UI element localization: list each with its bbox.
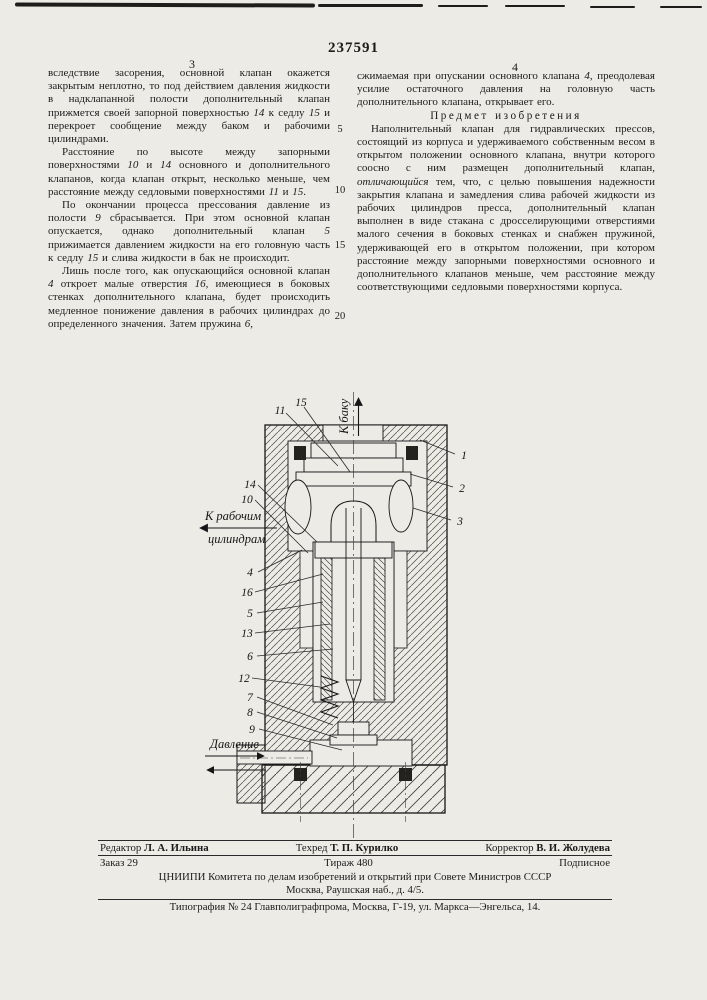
- cup-wall: [321, 558, 332, 700]
- left-text-column: [48, 67, 330, 331]
- figure-callout-7: 7: [247, 692, 253, 704]
- to-cylinders-label-line1: К рабочим: [205, 509, 262, 523]
- seal-ring: [294, 446, 306, 460]
- paragraph: вследствие засорения, основной клапан окажется закрытым неплотно, то под действием давления жидкости в надклапанной полости дополнительный клапан прижмется своей запорной поверхностью 14 к седлу 15 и перекроет сообщение между баком и рабочими цилиндрами.: [48, 67, 331, 146]
- footer-staff-row: [98, 841, 612, 855]
- figure-callout-11: 11: [274, 405, 286, 417]
- print-run: Тираж 480: [324, 857, 373, 869]
- valve-cross-section-figure: [180, 390, 550, 848]
- figure-callout-15: 15: [295, 397, 307, 409]
- margin-line-number-20: 20: [334, 311, 346, 322]
- flow-channel: [389, 480, 413, 532]
- print-house-line: Типография № 24 Главполиграфпрома, Москва, Г-19, ул. Маркса—Энгельса, 14.: [169, 901, 541, 913]
- figure-callout-9: 9: [249, 724, 255, 736]
- figure-callout-10: 10: [241, 494, 253, 506]
- seal-ring: [406, 446, 418, 460]
- pressure-label: Давление: [210, 737, 259, 751]
- corrector-credit: Корректор В. И. Жолудева: [485, 842, 610, 854]
- right-column-page-number: 4: [512, 60, 518, 74]
- figure-callout-12: 12: [238, 673, 250, 685]
- margin-line-number-10: 10: [334, 185, 346, 196]
- to-cylinders-label-line2: цилиндрам: [208, 532, 266, 546]
- address-line: Москва, Раушская наб., д. 4/5.: [285, 884, 425, 896]
- figure-callout-4: 4: [247, 567, 253, 579]
- cup-wall: [374, 558, 385, 700]
- footer-print-row: [98, 856, 612, 870]
- right-text-column: [357, 70, 655, 294]
- figure-callout-16: 16: [241, 587, 253, 599]
- paragraph: Лишь после того, как опускающийся основной клапан 4 откроет малые отверстия 16, имеющиеся в боковых стенках дополнительного клапана, будет происходить медленное понижение давления в рабочих цилиндрах до определенного значения. Затем пружина 6,: [48, 265, 330, 330]
- figure-callout-5: 5: [247, 608, 253, 620]
- editor-credit: Редактор Л. А. Ильина: [100, 842, 209, 854]
- to-tank-label: К баку: [337, 398, 351, 434]
- paragraph: Расстояние по высоте между запорными поверхностями 10 и 14 основного и дополнительного клапанов, когда клапан открыт, несколько меньше, чем расстояние между седловыми поверхностями 11 и 15.: [48, 146, 331, 198]
- claim-paragraph: Наполнительный клапан для гидравлических прессов, состоящий из корпуса и удерживаемого собственным весом в открытом положении основного клапана, внутри которого соосно с ним размещен дополнительный клапан, отличающийся тем, что, с целью повышения надежности закрытия клапана и замедления слива рабочей жидкости из рабочих цилиндров пресса, дополнительный клапан выполнен в виде стакана с дросселирующими отверстиями малого сечения в боковых стенках и снабжен пружиной, удерживающей его в открытом положении, при котором расстояние между запорными поверхностями основного и дополнительного клапанов меньше, чем расстояние между соответствующими седловыми поверхностями корпуса.: [357, 122, 655, 294]
- figure-callout-1: 1: [461, 450, 467, 462]
- figure-callout-6: 6: [247, 651, 253, 663]
- flow-channel: [285, 480, 311, 534]
- paragraph: По окончании процесса прессования давление из полости 9 сбрасывается. При этом основной клапан опускается, однако дополнительный клапан 5 прижимается давлением жидкости на его головную часть к седлу 15 и слива жидкости в бак не происходит.: [48, 199, 330, 264]
- figure-svg: [180, 390, 550, 848]
- imprint-footer: [98, 840, 612, 913]
- order-number: Заказ 29: [100, 857, 138, 869]
- patent-number: 237591: [328, 40, 379, 56]
- figure-callout-2: 2: [459, 483, 465, 495]
- figure-callout-13: 13: [241, 628, 253, 640]
- paragraph: сжимаемая при опускании основного клапана 4, преодолевая усилие остаточного давления на головную часть дополнительного клапана, открывает его.: [357, 70, 655, 109]
- left-column-page-number: 3: [189, 57, 195, 71]
- figure-callout-8: 8: [247, 707, 253, 719]
- section-heading: Предмет изобретения: [430, 109, 582, 122]
- subscription-note: Подписное: [559, 857, 610, 869]
- figure-callout-14: 14: [244, 479, 256, 491]
- organization-line: ЦНИИПИ Комитета по делам изобретений и открытий при Совете Министров СССР: [158, 871, 552, 883]
- margin-line-number-5: 5: [337, 124, 343, 135]
- figure-callout-3: 3: [457, 516, 463, 528]
- margin-line-number-15: 15: [334, 240, 346, 251]
- techred-credit: Техред Т. П. Курилко: [295, 842, 399, 854]
